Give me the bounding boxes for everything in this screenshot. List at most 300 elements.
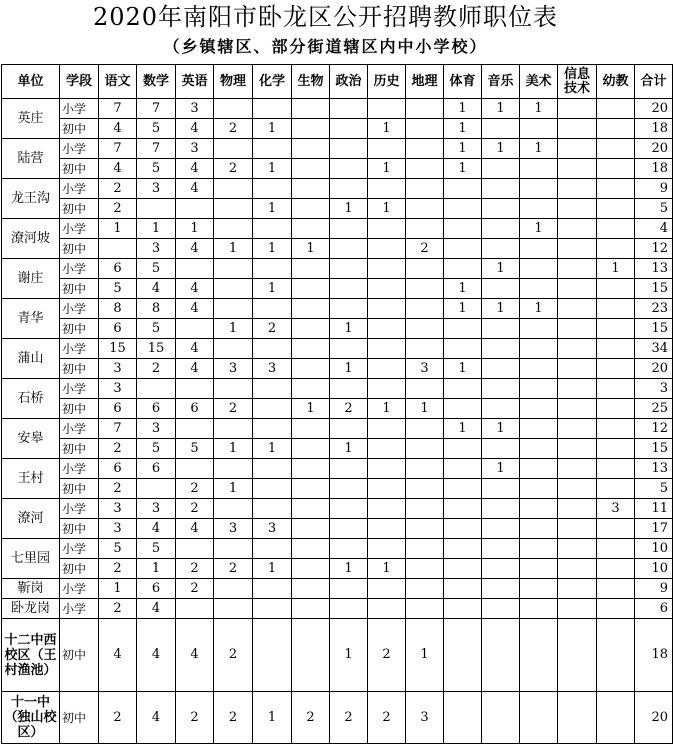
count-cell: 1 — [214, 439, 253, 459]
unit-name-cell: 潦河 — [2, 499, 60, 539]
count-cell — [520, 199, 558, 219]
count-cell: 5 — [99, 539, 137, 559]
count-cell — [406, 319, 444, 339]
count-cell — [482, 559, 520, 579]
count-cell — [292, 259, 330, 279]
count-cell: 4 — [176, 339, 214, 359]
count-cell — [406, 419, 444, 439]
count-cell — [368, 279, 406, 299]
count-cell — [482, 539, 520, 559]
total-cell: 3 — [635, 379, 673, 399]
total-cell: 6 — [635, 599, 673, 619]
stage-cell: 小学 — [60, 579, 99, 599]
count-cell: 1 — [214, 239, 253, 259]
count-cell — [368, 579, 406, 599]
table-row — [2, 259, 673, 279]
count-cell — [558, 499, 597, 519]
count-cell: 7 — [99, 99, 137, 119]
count-cell — [406, 139, 444, 159]
count-cell: 3 — [99, 359, 137, 379]
count-cell — [406, 559, 444, 579]
count-cell — [368, 539, 406, 559]
table-row — [2, 459, 673, 479]
table-row — [2, 499, 673, 519]
unit-name-cell: 龙王沟 — [2, 179, 60, 219]
header-cell: 地理 — [406, 65, 444, 99]
stage-cell: 初中 — [60, 519, 99, 539]
count-cell — [176, 459, 214, 479]
table-row — [2, 339, 673, 359]
count-cell: 2 — [214, 692, 253, 744]
count-cell — [214, 599, 253, 619]
count-cell: 1 — [406, 619, 444, 692]
count-cell — [597, 139, 635, 159]
count-cell — [292, 619, 330, 692]
count-cell: 4 — [176, 519, 214, 539]
count-cell — [520, 539, 558, 559]
count-cell — [482, 499, 520, 519]
count-cell — [253, 379, 292, 399]
count-cell — [406, 119, 444, 139]
count-cell — [558, 239, 597, 259]
unit-name-cell: 靳岗 — [2, 579, 60, 599]
count-cell — [558, 99, 597, 119]
total-cell: 11 — [635, 499, 673, 519]
stage-cell: 小学 — [60, 599, 99, 619]
count-cell: 1 — [368, 199, 406, 219]
count-cell — [292, 599, 330, 619]
count-cell — [520, 399, 558, 419]
count-cell: 2 — [214, 619, 253, 692]
table-row — [2, 359, 673, 379]
unit-name-cell: 青华 — [2, 299, 60, 339]
count-cell: 6 — [99, 319, 137, 339]
count-cell — [558, 299, 597, 319]
count-cell: 2 — [99, 199, 137, 219]
count-cell — [520, 159, 558, 179]
count-cell — [253, 499, 292, 519]
count-cell: 4 — [137, 279, 176, 299]
count-cell — [406, 99, 444, 119]
stage-cell: 初中 — [60, 399, 99, 419]
count-cell — [597, 579, 635, 599]
unit-name-cell: 十一中（独山校区） — [2, 692, 60, 744]
count-cell — [444, 599, 482, 619]
count-cell: 1 — [597, 259, 635, 279]
count-cell: 1 — [253, 439, 292, 459]
count-cell — [597, 459, 635, 479]
count-cell — [444, 519, 482, 539]
count-cell: 1 — [214, 479, 253, 499]
count-cell — [253, 179, 292, 199]
count-cell: 15 — [99, 339, 137, 359]
count-cell: 1 — [444, 159, 482, 179]
count-cell — [368, 259, 406, 279]
total-cell: 15 — [635, 279, 673, 299]
count-cell: 1 — [330, 559, 368, 579]
count-cell — [406, 219, 444, 239]
count-cell: 2 — [99, 179, 137, 199]
total-cell: 13 — [635, 459, 673, 479]
count-cell — [292, 559, 330, 579]
count-cell: 1 — [482, 419, 520, 439]
count-cell — [292, 439, 330, 459]
count-cell — [482, 279, 520, 299]
table-row — [2, 279, 673, 299]
count-cell — [330, 519, 368, 539]
count-cell — [292, 119, 330, 139]
count-cell: 4 — [137, 692, 176, 744]
table-row — [2, 539, 673, 559]
count-cell: 4 — [137, 599, 176, 619]
count-cell: 8 — [99, 299, 137, 319]
count-cell — [406, 259, 444, 279]
count-cell: 3 — [137, 419, 176, 439]
count-cell — [253, 599, 292, 619]
total-cell: 23 — [635, 299, 673, 319]
count-cell — [406, 199, 444, 219]
count-cell: 4 — [176, 119, 214, 139]
table-row — [2, 139, 673, 159]
count-cell — [253, 339, 292, 359]
count-cell — [482, 599, 520, 619]
count-cell — [253, 539, 292, 559]
page-subtitle: （乡镇辖区、部分街道辖区内中小学校） — [163, 37, 488, 56]
count-cell: 1 — [292, 399, 330, 419]
unit-name-cell: 蒲山 — [2, 339, 60, 379]
count-cell — [292, 319, 330, 339]
count-cell — [520, 319, 558, 339]
total-cell: 18 — [635, 619, 673, 692]
count-cell — [558, 259, 597, 279]
table-row — [2, 99, 673, 119]
count-cell — [558, 339, 597, 359]
stage-cell: 小学 — [60, 339, 99, 359]
header-cell: 音乐 — [482, 65, 520, 99]
count-cell — [597, 559, 635, 579]
count-cell: 4 — [176, 299, 214, 319]
count-cell — [406, 579, 444, 599]
count-cell — [292, 279, 330, 299]
count-cell — [214, 419, 253, 439]
table-row — [2, 199, 673, 219]
count-cell — [597, 179, 635, 199]
count-cell: 3 — [214, 359, 253, 379]
count-cell: 5 — [137, 159, 176, 179]
count-cell: 15 — [137, 339, 176, 359]
count-cell — [558, 439, 597, 459]
table-row — [2, 239, 673, 259]
count-cell: 2 — [330, 692, 368, 744]
stage-cell: 初中 — [60, 559, 99, 579]
total-cell: 15 — [635, 319, 673, 339]
count-cell: 1 — [137, 219, 176, 239]
count-cell: 1 — [520, 99, 558, 119]
count-cell — [482, 339, 520, 359]
count-cell — [292, 519, 330, 539]
table-row — [2, 119, 673, 139]
table-row — [2, 219, 673, 239]
count-cell: 1 — [253, 559, 292, 579]
count-cell — [406, 339, 444, 359]
count-cell: 1 — [368, 399, 406, 419]
count-cell — [597, 299, 635, 319]
count-cell: 4 — [176, 239, 214, 259]
count-cell: 4 — [99, 119, 137, 139]
header-cell: 单位 — [2, 65, 60, 99]
count-cell — [330, 139, 368, 159]
unit-name-cell: 卧龙岗 — [2, 599, 60, 619]
count-cell — [558, 319, 597, 339]
header-cell: 物理 — [214, 65, 253, 99]
count-cell — [214, 299, 253, 319]
count-cell — [176, 199, 214, 219]
header-cell: 英语 — [176, 65, 214, 99]
count-cell — [558, 579, 597, 599]
count-cell: 1 — [520, 139, 558, 159]
count-cell — [558, 519, 597, 539]
count-cell — [330, 119, 368, 139]
count-cell: 2 — [99, 559, 137, 579]
count-cell: 2 — [137, 359, 176, 379]
count-cell — [368, 419, 406, 439]
count-cell — [406, 459, 444, 479]
count-cell — [214, 279, 253, 299]
count-cell: 1 — [444, 299, 482, 319]
total-cell: 13 — [635, 259, 673, 279]
count-cell: 2 — [176, 559, 214, 579]
count-cell — [597, 599, 635, 619]
count-cell — [597, 219, 635, 239]
count-cell — [292, 379, 330, 399]
count-cell — [292, 419, 330, 439]
header-cell: 语文 — [99, 65, 137, 99]
count-cell — [214, 539, 253, 559]
count-cell: 1 — [330, 359, 368, 379]
count-cell — [482, 619, 520, 692]
count-cell — [214, 499, 253, 519]
count-cell — [330, 539, 368, 559]
unit-name-cell: 王村 — [2, 459, 60, 499]
count-cell: 4 — [176, 619, 214, 692]
count-cell — [368, 339, 406, 359]
count-cell: 1 — [444, 119, 482, 139]
table-row — [2, 579, 673, 599]
total-cell: 5 — [635, 199, 673, 219]
table-row — [2, 599, 673, 619]
count-cell: 3 — [253, 519, 292, 539]
count-cell: 1 — [330, 439, 368, 459]
count-cell — [444, 459, 482, 479]
total-cell: 10 — [635, 559, 673, 579]
count-cell — [558, 379, 597, 399]
count-cell — [330, 479, 368, 499]
count-cell — [368, 519, 406, 539]
count-cell — [253, 259, 292, 279]
count-cell — [292, 499, 330, 519]
count-cell — [520, 519, 558, 539]
unit-name-cell: 陆营 — [2, 139, 60, 179]
table-row — [2, 439, 673, 459]
count-cell — [406, 299, 444, 319]
count-cell — [253, 139, 292, 159]
stage-cell: 小学 — [60, 379, 99, 399]
count-cell — [482, 692, 520, 744]
count-cell: 1 — [368, 159, 406, 179]
count-cell — [368, 599, 406, 619]
count-cell: 1 — [253, 239, 292, 259]
count-cell: 3 — [176, 139, 214, 159]
count-cell — [214, 259, 253, 279]
stage-cell: 小学 — [60, 259, 99, 279]
count-cell — [368, 499, 406, 519]
count-cell: 1 — [444, 419, 482, 439]
unit-name-cell: 石桥 — [2, 379, 60, 419]
count-cell: 6 — [99, 459, 137, 479]
header-cell: 幼教 — [597, 65, 635, 99]
count-cell: 3 — [253, 359, 292, 379]
count-cell: 3 — [406, 692, 444, 744]
total-cell: 20 — [635, 692, 673, 744]
count-cell — [253, 479, 292, 499]
count-cell — [597, 439, 635, 459]
count-cell — [292, 219, 330, 239]
count-cell — [292, 579, 330, 599]
page-title: 2020年南阳市卧龙区公开招聘教师职位表 — [92, 3, 559, 31]
count-cell — [482, 359, 520, 379]
count-cell: 3 — [99, 499, 137, 519]
table-row — [2, 479, 673, 499]
count-cell: 5 — [137, 119, 176, 139]
count-cell — [368, 379, 406, 399]
count-cell — [597, 99, 635, 119]
total-cell: 9 — [635, 579, 673, 599]
count-cell: 1 — [406, 399, 444, 419]
count-cell — [558, 159, 597, 179]
count-cell — [330, 179, 368, 199]
header-cell: 化学 — [253, 65, 292, 99]
count-cell — [482, 119, 520, 139]
total-cell: 5 — [635, 479, 673, 499]
count-cell — [176, 319, 214, 339]
stage-cell: 初中 — [60, 439, 99, 459]
count-cell: 1 — [444, 279, 482, 299]
count-cell — [176, 599, 214, 619]
count-cell — [597, 479, 635, 499]
header-cell: 体育 — [444, 65, 482, 99]
count-cell — [214, 99, 253, 119]
stage-cell: 初中 — [60, 319, 99, 339]
header-cell: 美术 — [520, 65, 558, 99]
count-cell — [558, 459, 597, 479]
count-cell — [406, 439, 444, 459]
count-cell — [444, 259, 482, 279]
count-cell — [444, 499, 482, 519]
count-cell: 5 — [99, 279, 137, 299]
count-cell — [520, 459, 558, 479]
count-cell — [253, 219, 292, 239]
count-cell: 5 — [137, 319, 176, 339]
total-cell: 34 — [635, 339, 673, 359]
count-cell: 2 — [368, 619, 406, 692]
count-cell — [368, 239, 406, 259]
unit-name-cell: 十二中西校区（王村渔池） — [2, 619, 60, 692]
total-cell: 4 — [635, 219, 673, 239]
count-cell — [597, 159, 635, 179]
count-cell — [520, 119, 558, 139]
count-cell — [176, 379, 214, 399]
count-cell: 1 — [482, 299, 520, 319]
count-cell: 2 — [99, 479, 137, 499]
count-cell: 1 — [330, 619, 368, 692]
header-cell: 信息技术 — [558, 65, 597, 99]
count-cell — [253, 99, 292, 119]
count-cell — [330, 239, 368, 259]
count-cell: 7 — [99, 139, 137, 159]
count-cell: 4 — [137, 519, 176, 539]
header-cell: 合计 — [635, 65, 673, 99]
count-cell: 1 — [253, 279, 292, 299]
count-cell — [597, 319, 635, 339]
header-cell: 学段 — [60, 65, 99, 99]
count-cell — [482, 239, 520, 259]
count-cell — [444, 439, 482, 459]
count-cell: 6 — [137, 399, 176, 419]
count-cell — [558, 359, 597, 379]
count-cell: 8 — [137, 299, 176, 319]
count-cell: 3 — [176, 99, 214, 119]
count-cell: 2 — [330, 399, 368, 419]
count-cell — [558, 539, 597, 559]
total-cell: 12 — [635, 419, 673, 439]
count-cell — [176, 259, 214, 279]
count-cell — [253, 299, 292, 319]
count-cell — [558, 419, 597, 439]
count-cell: 3 — [406, 359, 444, 379]
count-cell: 1 — [482, 99, 520, 119]
count-cell — [330, 459, 368, 479]
count-cell — [214, 139, 253, 159]
count-cell — [520, 339, 558, 359]
total-cell: 10 — [635, 539, 673, 559]
count-cell: 2 — [176, 499, 214, 519]
count-cell — [292, 299, 330, 319]
count-cell — [520, 359, 558, 379]
count-cell — [406, 599, 444, 619]
count-cell — [520, 619, 558, 692]
count-cell — [482, 219, 520, 239]
unit-name-cell: 潦河坡 — [2, 219, 60, 259]
count-cell: 2 — [214, 159, 253, 179]
count-cell: 7 — [99, 419, 137, 439]
count-cell — [482, 579, 520, 599]
total-cell: 17 — [635, 519, 673, 539]
count-cell: 1 — [253, 119, 292, 139]
count-cell — [292, 139, 330, 159]
count-cell — [558, 219, 597, 239]
count-cell — [444, 579, 482, 599]
count-cell — [330, 219, 368, 239]
count-cell: 3 — [99, 519, 137, 539]
count-cell — [520, 439, 558, 459]
count-cell — [482, 479, 520, 499]
table-row — [2, 159, 673, 179]
count-cell — [482, 159, 520, 179]
count-cell: 2 — [368, 692, 406, 744]
stage-cell: 小学 — [60, 219, 99, 239]
table-row — [2, 619, 673, 692]
stage-cell: 小学 — [60, 459, 99, 479]
